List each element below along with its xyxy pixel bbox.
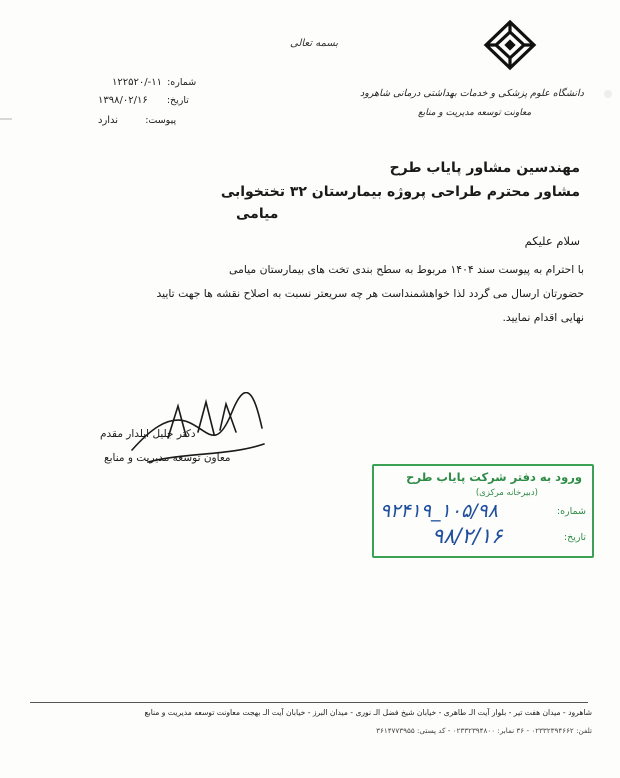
letter-body [64,258,584,330]
stamp-date-label: تاریخ: [563,532,586,543]
bismillah-text: بسمه تعالی [290,38,339,49]
date-value: ۱۳۹۸/۰۲/۱۶ [98,95,148,106]
greeting: سلام علیکم [524,234,580,248]
stamp-number-label: شماره: [556,506,586,517]
number-value: ۱۱-/۱۲۲۵۲۰ [112,77,162,88]
body-paragraph-line-3: نهایی اقدام نمایید. [502,311,584,324]
attachment-label: پیوست: [145,115,177,126]
letter-date-row [98,88,189,107]
stamp-date-value: ۹۸/۲/۱۶ [432,524,503,548]
stamp-subtitle: (دبیرخانه مرکزی) [475,488,538,498]
letter-attachment-row [98,108,176,127]
attachment-value: ندارد [98,115,119,126]
addressee-line-2: مشاور محترم طراحی پروژه بیمارستان ۳۲ تختخوابی [220,184,580,200]
date-label: تاریخ: [166,95,189,106]
letter-number-row [112,70,196,89]
department-name: معاونت توسعه مدیریت و منابع [418,108,532,118]
university-logo [478,18,542,72]
addressee-line-3: میامی [236,206,279,222]
footer-divider [30,702,588,703]
footer-contact: تلفن: ۰۲۳۳۲۳۹۴۶۶۲ - ۳۶ نمابر: ۰۲۳۳۲۳۹۴۸۰۰ - کد پستی: ۳۶۱۴۷۷۳۹۵۵ [376,726,592,735]
body-paragraph-line-2: حضورتان ارسال می گردد لذا خواهشمنداست هر چه سریعتر نسبت به اصلاح نقشه ها جهت تایید [156,287,584,300]
signer-name: دکتر جلیل ایلدار مقدم [100,428,196,440]
body-paragraph-line-1: با احترام به پیوست سند ۱۴۰۴ مربوط به سطح بندی تخت های بیمارستان میامی [229,263,584,276]
receipt-stamp [372,464,594,558]
fold-mark [0,118,12,120]
number-label: شماره: [167,77,197,88]
signer-title: معاون توسعه مدیریت و منابع [104,452,231,464]
footer-address: شاهرود - میدان هفت تیر - بلوار آیت الـ طاهری - خیابان شیخ فضل الـ نوری - میدان البرز - خیابان آیت الـ بهجت معاونت توسعه مدیریت و منابع [144,708,592,717]
stamp-title: ورود به دفتر شرکت پایاب طرح [406,470,582,484]
punch-hole [604,90,612,98]
stamp-number-value: ۱۰۵/۹۸_۹۲۴۱۹ [380,500,498,522]
addressee-line-1: مهندسین مشاور پایاب طرح [389,160,580,176]
university-name: دانشگاه علوم پزشکی و خدمات بهداشتی درمانی شاهرود [360,88,584,99]
